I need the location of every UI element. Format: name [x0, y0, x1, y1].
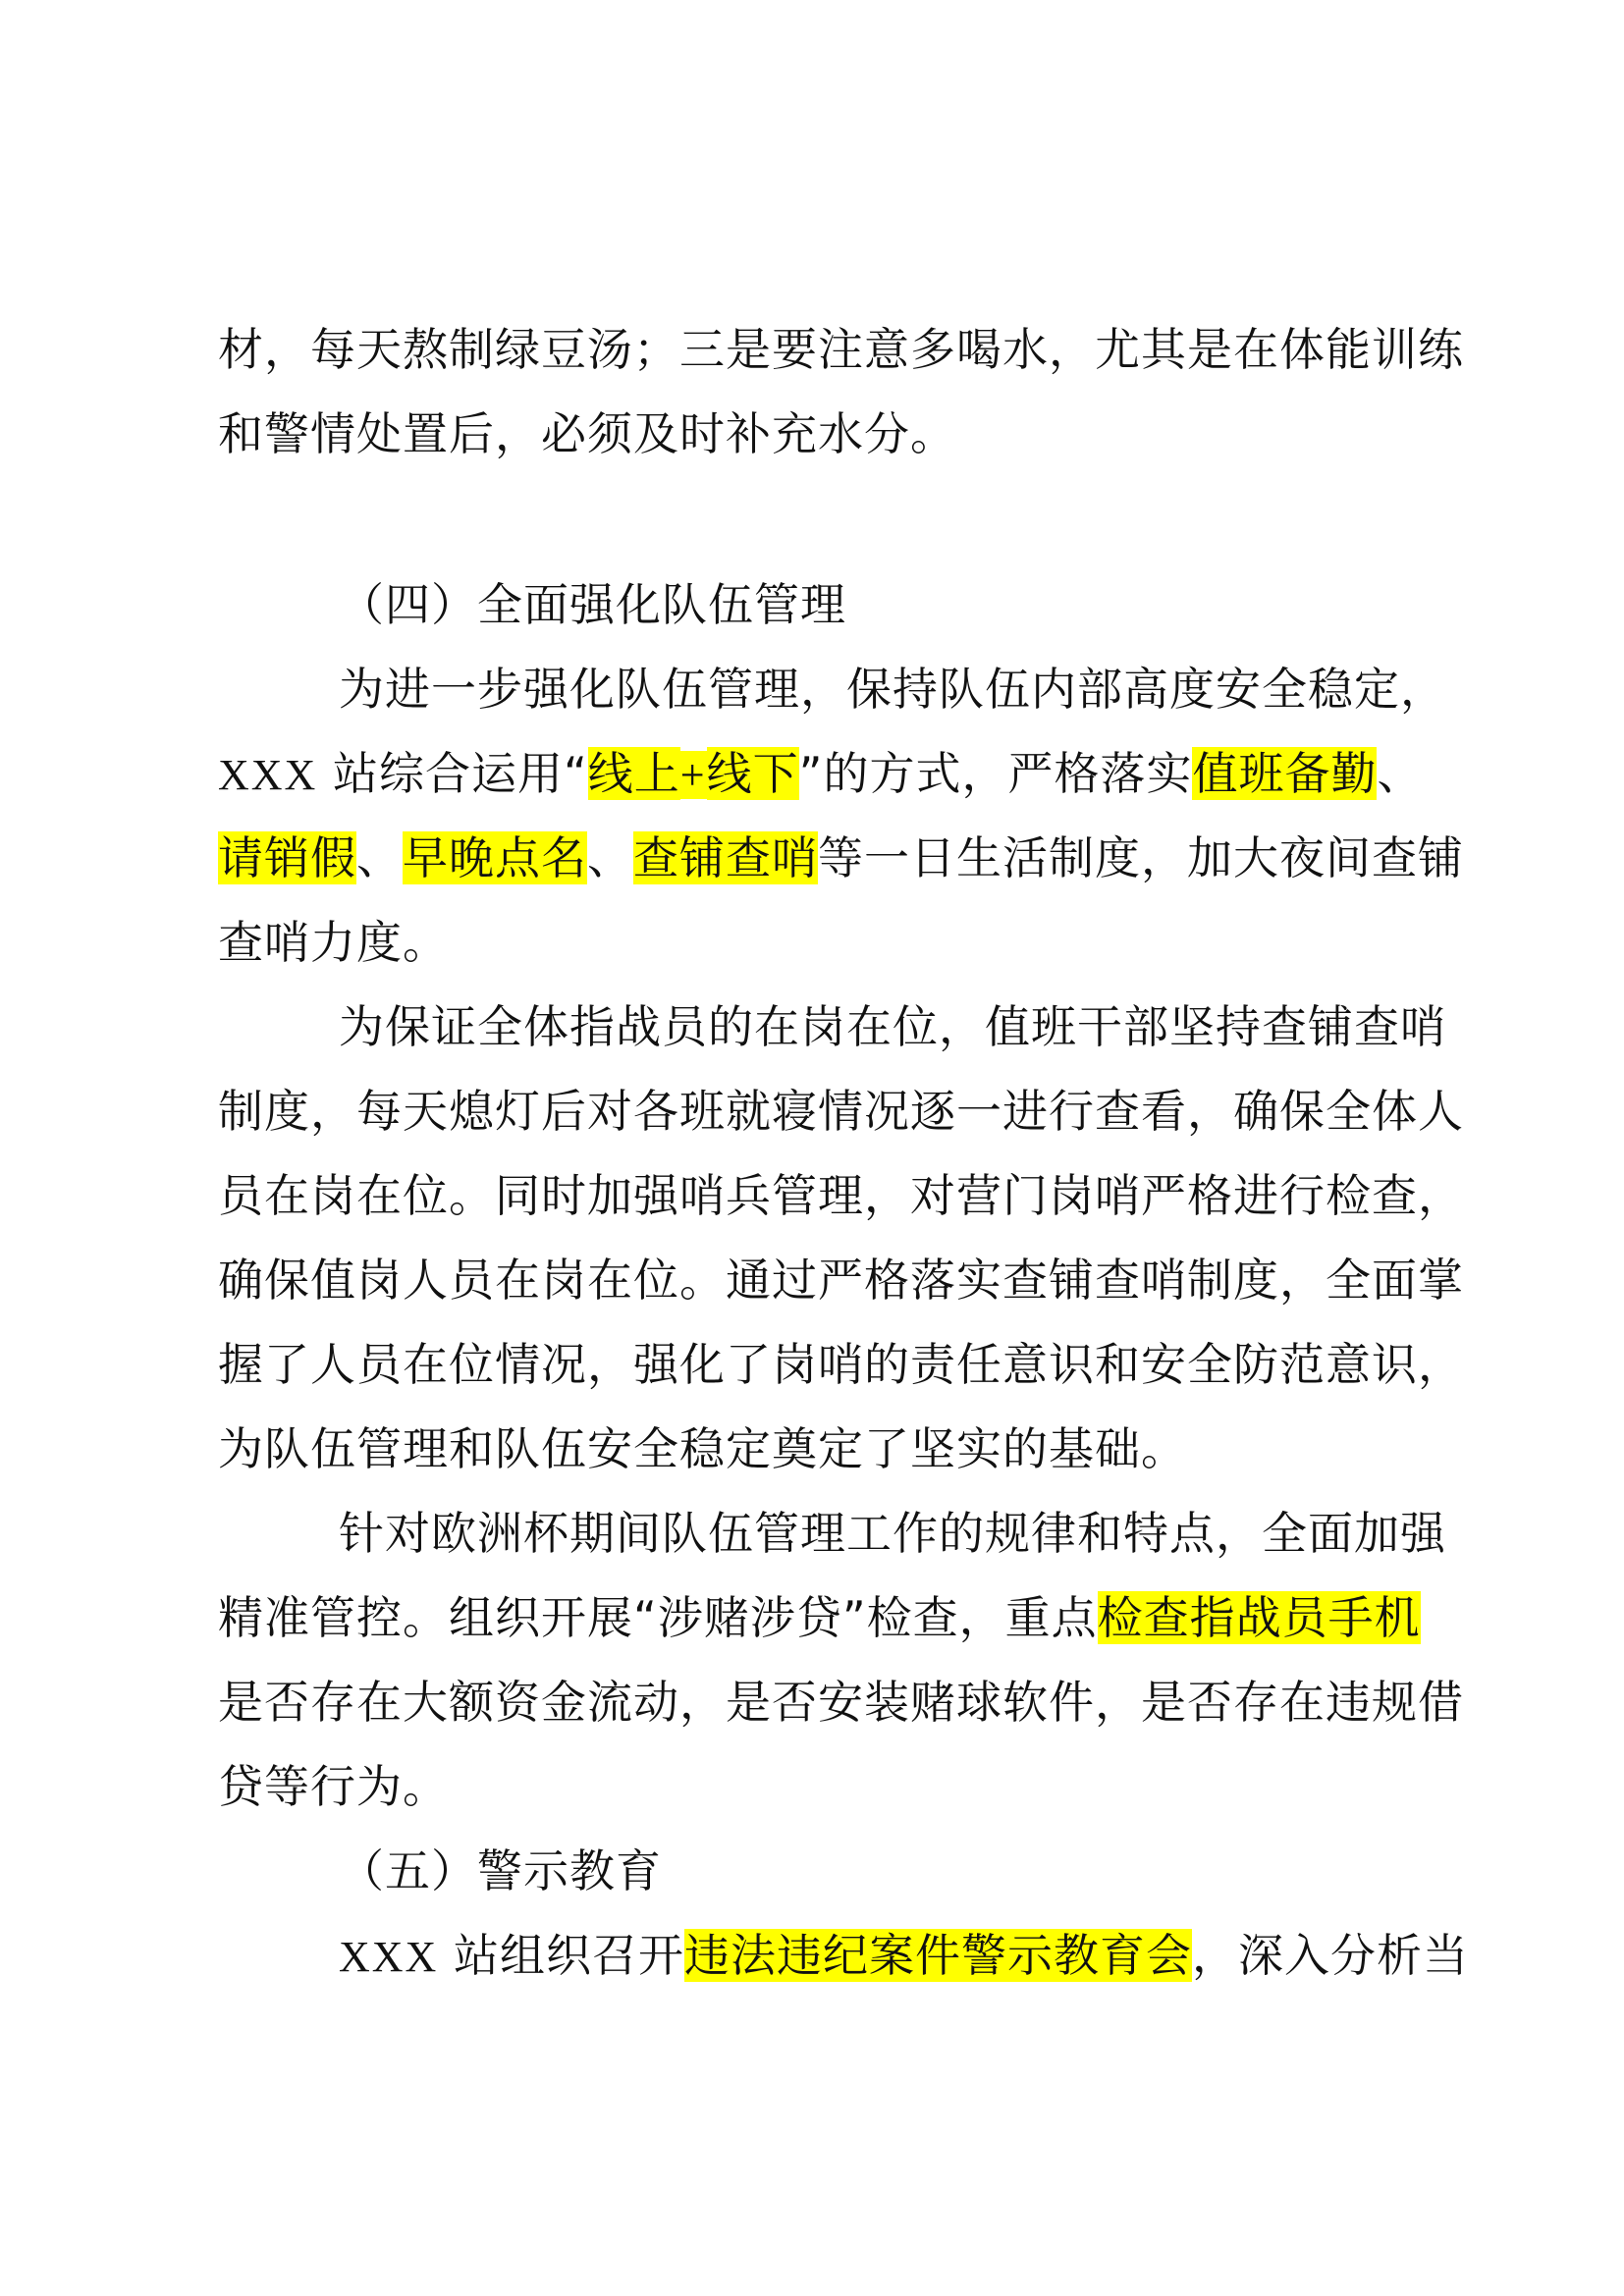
paragraph-line — [218, 1578, 1455, 1657]
text-run: 和警情处置后，必须及时补充水分。 — [218, 407, 956, 460]
section-heading-4 — [339, 565, 1458, 644]
text-run: 、 — [1377, 747, 1424, 800]
text-run: 是否存在大额资金流动，是否安装赌球软件，是否存在违规借 — [218, 1676, 1464, 1729]
paragraph-line — [218, 395, 1455, 473]
paragraph-line — [339, 650, 1458, 728]
paragraph-line — [218, 1747, 1455, 1826]
paragraph-line — [218, 1241, 1464, 1319]
text-run: ”的方式，严格落实 — [798, 747, 1193, 800]
paragraph-line — [218, 1325, 1464, 1404]
paragraph-line — [218, 819, 1464, 897]
text-run: 制度，每天熄灯后对各班就寝情况逐一进行查看，确保全体人 — [218, 1085, 1464, 1138]
paragraph-line — [218, 310, 1464, 389]
text-run: 站综合运用“ — [332, 747, 588, 800]
text-run: 为队伍管理和队伍安全稳定奠定了坚实的基础。 — [218, 1422, 1187, 1475]
latin-text: XXX — [339, 1933, 439, 1981]
heading-text: （五）警示教育 — [339, 1844, 662, 1897]
latin-text: XXX — [218, 751, 318, 799]
paragraph-line — [218, 1410, 1455, 1488]
paragraph-line — [218, 1156, 1464, 1235]
text-run: 员在岗在位。同时加强哨兵管理，对营门岗哨严格进行检查， — [218, 1169, 1464, 1222]
highlighted-text: 早晚点名 — [403, 831, 587, 884]
paragraph-line — [218, 1072, 1464, 1150]
highlighted-text: 检查指战员手机 — [1097, 1591, 1421, 1644]
heading-text: （四）全面强化队伍管理 — [339, 578, 846, 631]
highlighted-text: 请销假 — [218, 831, 356, 884]
paragraph-line — [218, 1663, 1464, 1741]
paragraph-line — [218, 903, 1455, 982]
highlighted-text: 违法违纪案件警示教育会 — [683, 1929, 1192, 1982]
highlighted-text: 线上 — [587, 747, 680, 800]
text-run: 等一日生活制度，加大夜间查铺 — [818, 831, 1464, 884]
text-run: 、 — [356, 831, 403, 884]
text-run: 材，每天熬制绿豆汤；三是要注意多喝水，尤其是在体能训练 — [218, 323, 1464, 376]
highlighted-text: 查铺查哨 — [633, 831, 818, 884]
text-run: 为进一步强化队伍管理，保持队伍内部高度安全稳定， — [339, 663, 1446, 716]
text-run: ，深入分析当 — [1191, 1929, 1469, 1982]
paragraph-line — [218, 734, 1455, 813]
text-run: 确保值岗人员在岗在位。通过严格落实查铺查哨制度，全面掌 — [218, 1254, 1464, 1307]
text-run: 贷等行为。 — [218, 1760, 449, 1813]
highlighted-text: 值班备勤 — [1192, 747, 1378, 800]
text-run: 精准管控。组织开展“涉赌涉贷”检查，重点 — [218, 1591, 1098, 1644]
paragraph-line — [339, 1916, 1469, 1995]
highlighted-text: + — [679, 751, 707, 799]
paragraph-line — [339, 988, 1458, 1066]
text-run: 、 — [587, 831, 633, 884]
text-run: 针对欧洲杯期间队伍管理工作的规律和特点，全面加强 — [339, 1507, 1446, 1560]
text-run: 站组织召开 — [453, 1929, 684, 1982]
text-run: 握了人员在位情况，强化了岗哨的责任意识和安全防范意识， — [218, 1338, 1464, 1391]
text-run: 查哨力度。 — [218, 916, 449, 969]
text-run: 为保证全体指战员的在岗在位，值班干部坚持查铺查哨 — [339, 1000, 1446, 1053]
highlighted-text: 线下 — [706, 747, 799, 800]
section-heading-5 — [339, 1832, 1458, 1910]
paragraph-line — [339, 1494, 1458, 1573]
